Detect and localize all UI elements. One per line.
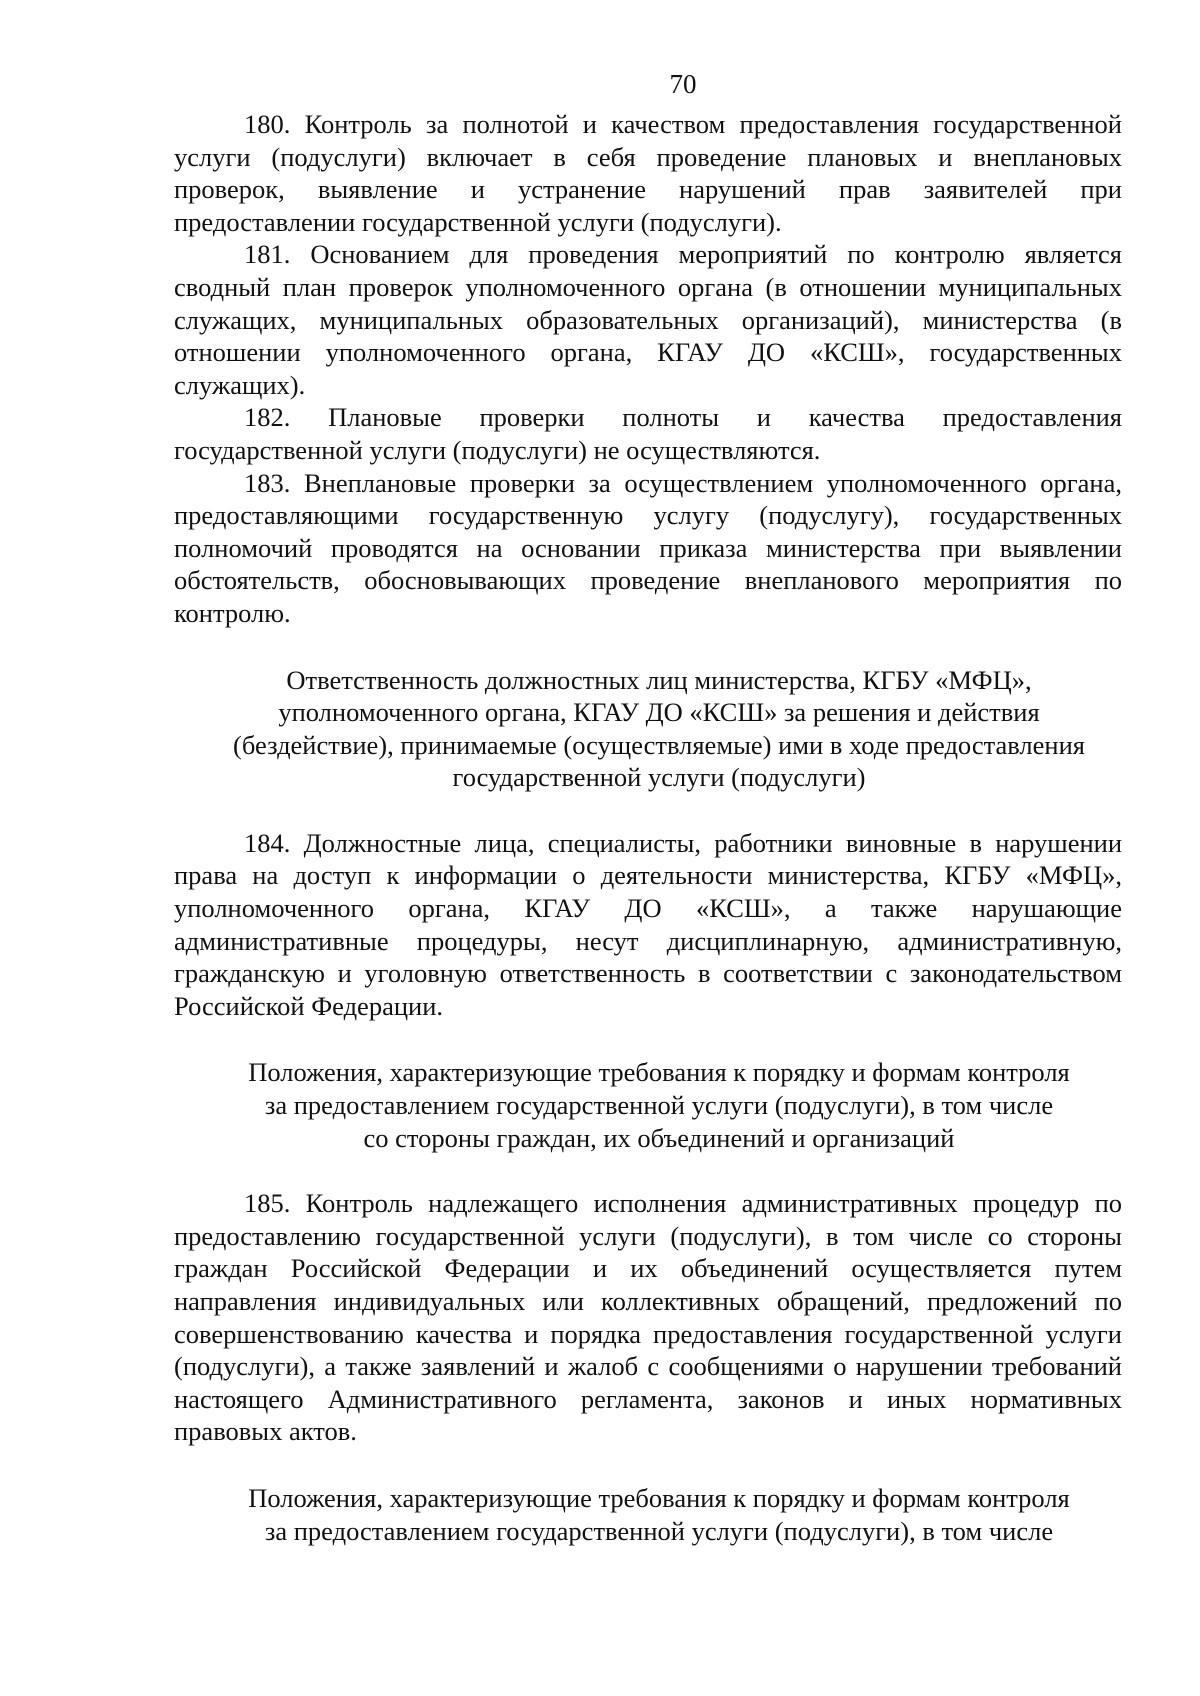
section-gap: [174, 630, 1122, 664]
section-heading-responsibility: [174, 664, 1122, 794]
paragraph-184: 184. Должностные лица, специалисты, работники виновные в нарушении права на доступ к информации о деятельности министерства, КГБУ «МФЦ», уполномоченного органа, КГАУ ДО «КСШ», а также нарушающие административные процедуры, несут дисциплинарную, административную, гражданскую и уголовную ответственность в соответствии с законодательством Российской Федерации.: [174, 827, 1122, 1021]
section-heading-control: [174, 1056, 1122, 1154]
section-gap: [174, 1022, 1122, 1056]
heading-line: уполномоченного органа, КГАУ ДО «КСШ» за решения и действия: [278, 697, 1040, 728]
section-gap: [174, 1448, 1122, 1482]
paragraph-180: 180. Контроль за полнотой и качеством предоставления государственной услуги (подуслуги) включает в себя проведение плановых и внеплановых проверок, выявление и устранение нарушений прав заявителей при предоставлении государственной услуги (подуслуги).: [174, 109, 1122, 237]
heading-line: за предоставлением государственной услуги (подуслуги), в том числе: [264, 1515, 1054, 1546]
paragraph-183: 183. Внеплановые проверки за осуществлением уполномоченного органа, предоставляющими государственную услугу (подуслугу), государственных полномочий проводятся на основании приказа министерства при выявлении обстоятельств, обосновывающих проведение внепланового мероприятия по контролю.: [174, 467, 1122, 628]
page-number: 70: [669, 69, 697, 99]
paragraph-185: 185. Контроль надлежащего исполнения административных процедур по предоставлению государственной услуги (подуслуги), в том числе со стороны граждан Российской Федерации и их объединений осуществляется путем направления индивидуальных или коллективных обращений, предложений по совершенствованию качества и порядка предоставления государственной услуги (подуслуги), а также заявлений и жалоб с сообщениями о нарушении требований настоящего Административного регламента, законов и иных нормативных правовых актов.: [174, 1188, 1122, 1447]
heading-line: Ответственность должностных лиц министерства, КГБУ «МФЦ»,: [286, 664, 1032, 695]
paragraph-182: 182. Плановые проверки полноты и качества предоставления государственной услуги (подуслуги) не осуществляются.: [174, 402, 1122, 465]
document-page: [174, 62, 1122, 1547]
heading-line: Положения, характеризующие требования к порядку и формам контроля: [248, 1057, 1070, 1088]
heading-line: за предоставлением государственной услуги (подуслуги), в том числе: [264, 1090, 1054, 1121]
section-gap: [174, 794, 1122, 827]
heading-line: (бездействие), принимаемые (осуществляемые) ими в ходе предоставления: [233, 729, 1085, 760]
section-gap: [174, 1154, 1122, 1187]
paragraph-181: 181. Основанием для проведения мероприятий по контролю является сводный план проверок уполномоченного органа (в отношении муниципальных служащих, муниципальных образовательных организаций), министерства (в отношении уполномоченного органа, КГАУ ДО «КСШ», государственных служащих).: [174, 239, 1122, 400]
section-heading-control-continued: [174, 1482, 1122, 1547]
heading-line: со стороны граждан, их объединений и организаций: [363, 1122, 955, 1153]
heading-line: государственной услуги (подуслуги): [452, 762, 866, 793]
heading-line: Положения, характеризующие требования к порядку и формам контроля: [248, 1482, 1070, 1513]
